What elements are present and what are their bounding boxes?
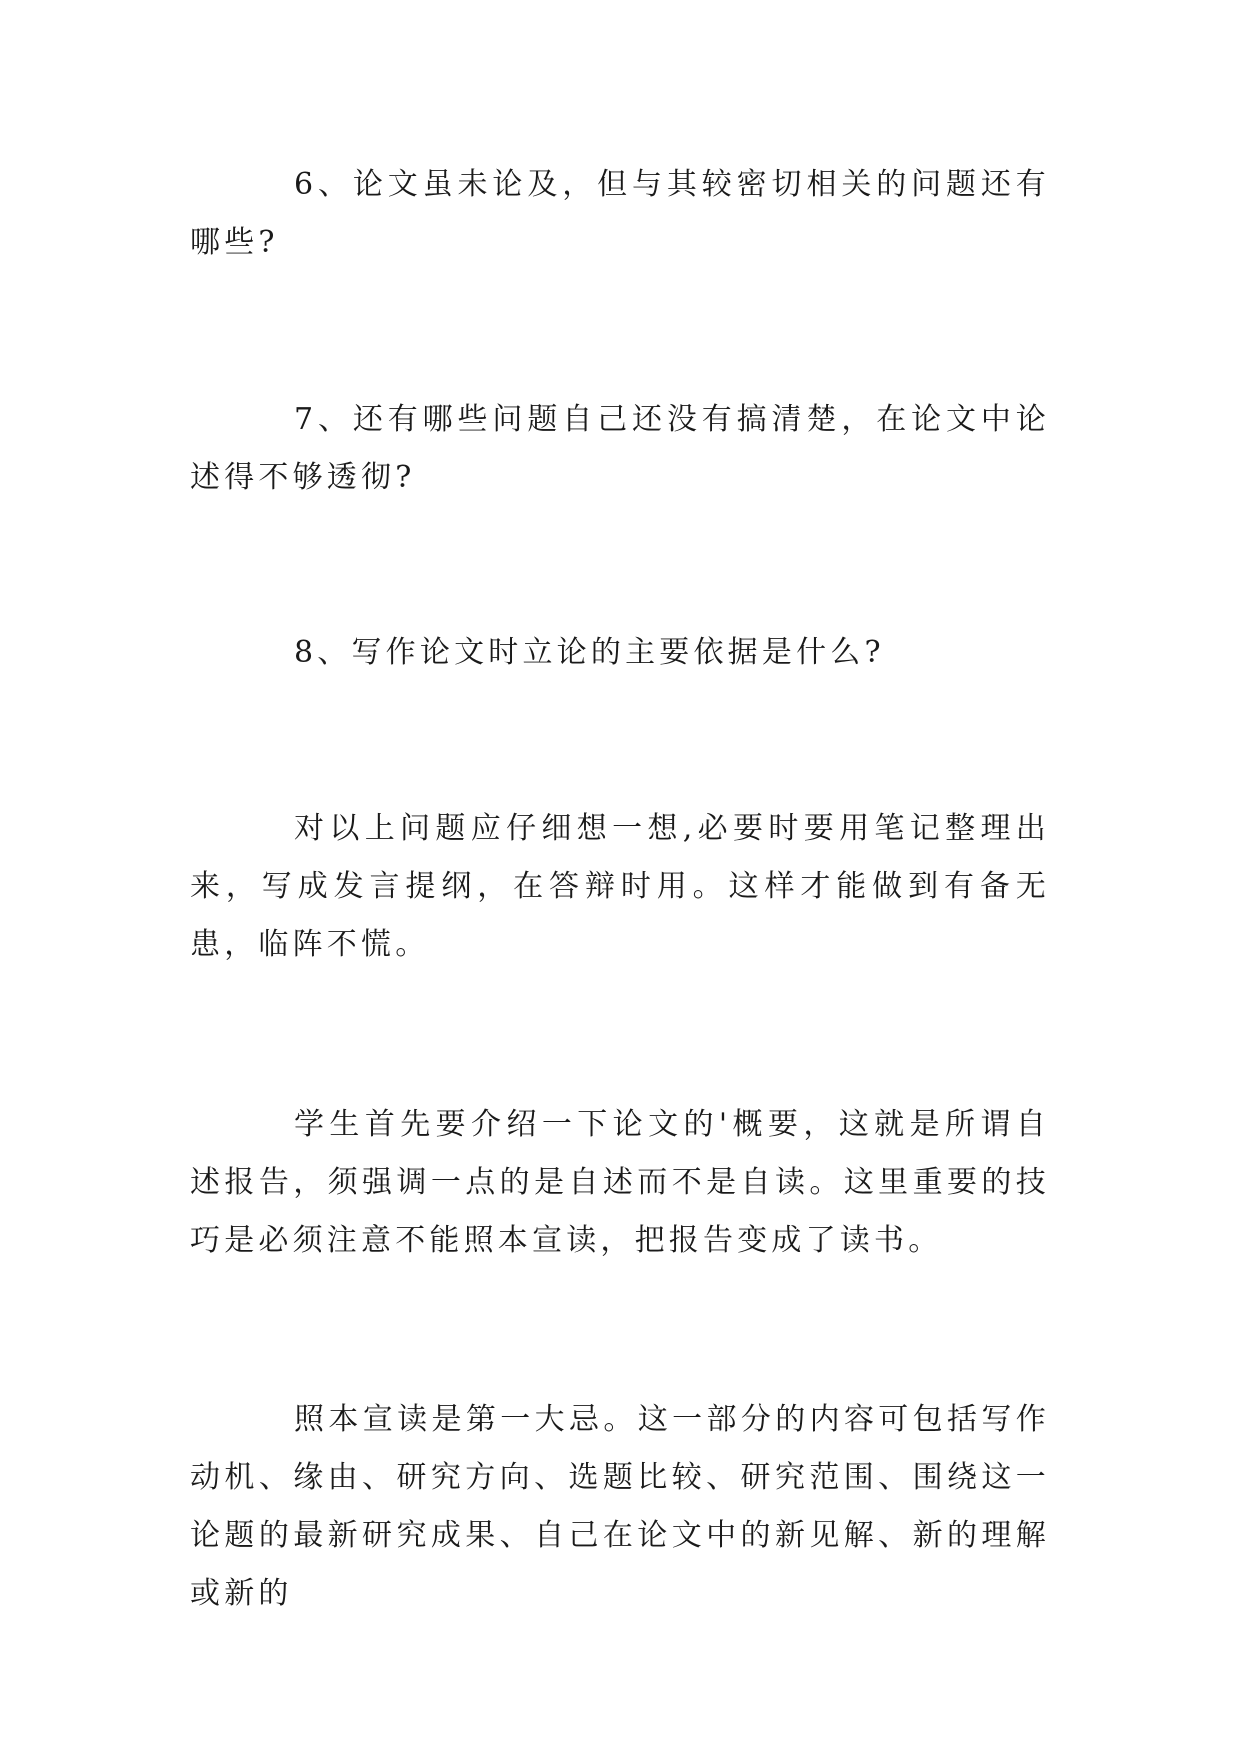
preparation-advice-paragraph: 对以上问题应仔细想一想,必要时要用笔记整理出来，写成发言提纲，在答辩时用。这样才能做到有备无患，临阵不慌。 — [190, 811, 1050, 962]
content-scope-paragraph: 照本宣读是第一大忌。这一部分的内容可包括写作动机、缘由、研究方向、选题比较、研究范围、围绕这一论题的最新研究成果、自己在论文中的新见解、新的理解或新的 — [190, 1402, 1050, 1611]
question-7-paragraph: 7、还有哪些问题自己还没有搞清楚，在论文中论述得不够透彻? — [190, 402, 1050, 495]
self-report-paragraph: 学生首先要介绍一下论文的'概要，这就是所谓自述报告，须强调一点的是自述而不是自读。这里重要的技巧是必须注意不能照本宣读，把报告变成了读书。 — [190, 1107, 1050, 1258]
question-8-paragraph: 8、写作论文时立论的主要依据是什么? — [294, 635, 885, 670]
question-6-paragraph: 6、论文虽未论及，但与其较密切相关的问题还有哪些? — [190, 167, 1050, 260]
